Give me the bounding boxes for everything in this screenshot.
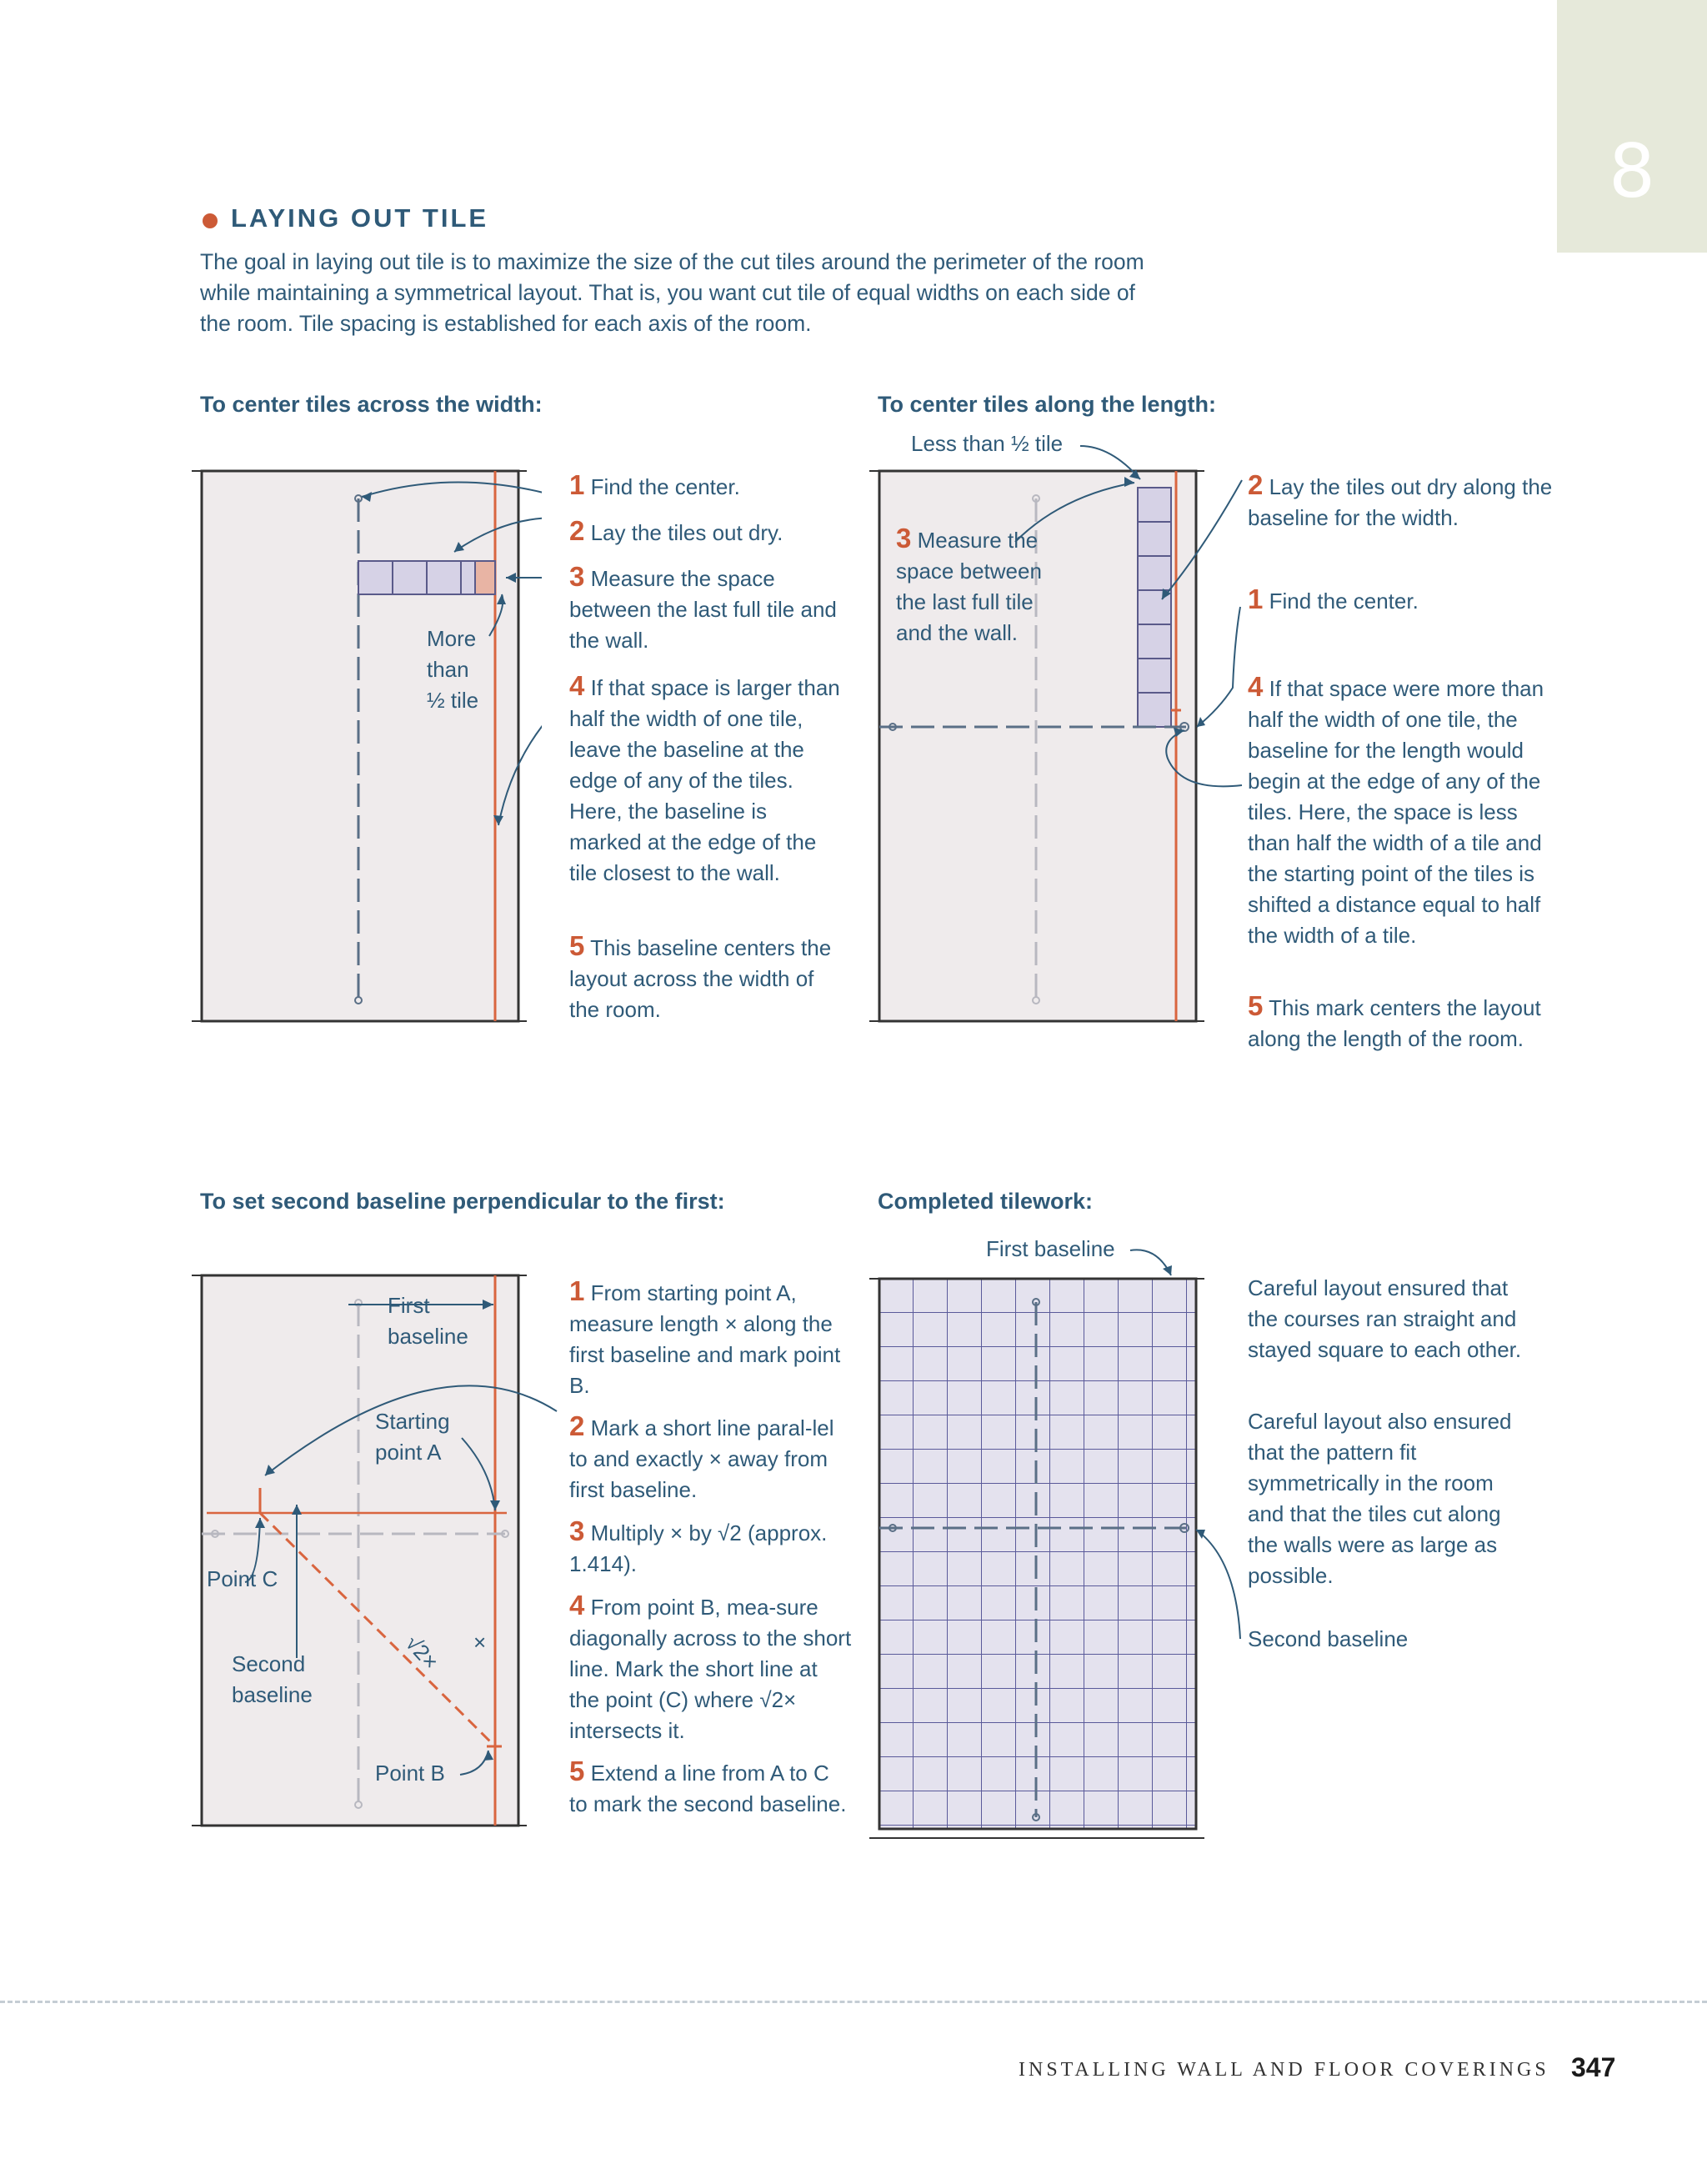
section-title: LAYING OUT TILE bbox=[231, 203, 489, 233]
label-more: More bbox=[427, 626, 477, 651]
panel1-step-1: 1 Find the center. bbox=[569, 469, 740, 500]
label-point-c: Point C bbox=[207, 1566, 278, 1591]
panel3-step-5: 5 Extend a line from A to C to mark the second baseline. bbox=[569, 1756, 847, 1816]
panel3-diagram bbox=[192, 1263, 567, 1838]
label-than: than bbox=[427, 657, 469, 682]
footer-divider bbox=[0, 2001, 1707, 2003]
panel1-step-5: 5 This baseline centers the layout across the width of the room. bbox=[569, 930, 832, 1022]
panel3-step-4: 4 From point B, mea-sure diagonally across to the short line. Mark the short line at the point (C) where √2× intersects it. bbox=[569, 1590, 852, 1743]
panel1-heading: To center tiles across the width: bbox=[200, 392, 543, 417]
label-second-baseline-4: Second baseline bbox=[1248, 1626, 1409, 1651]
label-x: × bbox=[473, 1630, 487, 1655]
label-root2x: √2× bbox=[400, 1630, 444, 1675]
panel1-step-2: 2 Lay the tiles out dry. bbox=[569, 515, 783, 546]
panel2-step-5: 5 This mark centers the layout along the length of the room. bbox=[1248, 990, 1541, 1051]
panel2-inner-step-3: 3 Measure the space between the last full tile and the wall. bbox=[896, 523, 1042, 645]
label-point-b: Point B bbox=[375, 1761, 445, 1786]
label-point-a: point A bbox=[375, 1440, 442, 1465]
panel1-diagram bbox=[192, 458, 542, 1034]
panel2-step-2: 2 Lay the tiles out dry along the baseline for the width. bbox=[1248, 469, 1553, 530]
label-starting: Starting bbox=[375, 1409, 450, 1434]
panel4-paragraph-2: Careful layout also ensured that the pattern fit symmetrically in the room and that the tiles cut along the walls were as large as possible. bbox=[1248, 1409, 1512, 1588]
intro-paragraph: The goal in laying out tile is to maximize the size of the cut tiles around the perimeter of the room while maintaining a symmetrical layout. That is, you want cut tile of equal widths on each side of the room. Tile spacing is established for each axis of the room. bbox=[200, 249, 1144, 336]
label-less-than-half: Less than ½ tile bbox=[911, 431, 1064, 456]
chapter-number: 8 bbox=[1609, 128, 1655, 214]
panel3-step-2: 2 Mark a short line paral-lel to and exactly × away from first baseline. bbox=[569, 1410, 834, 1502]
panel4-heading: Completed tilework: bbox=[878, 1189, 1094, 1214]
label-second-baseline: baseline bbox=[232, 1682, 313, 1707]
label-first-baseline: baseline bbox=[388, 1324, 468, 1349]
panel1-step-3: 3 Measure the space between the last full tile and the wall. bbox=[569, 561, 837, 653]
panel3-heading: To set second baseline perpendicular to the first: bbox=[200, 1189, 725, 1214]
panel3-step-3: 3 Multiply × by √2 (approx. 1.414). bbox=[569, 1515, 828, 1576]
label-first-baseline-4: First baseline bbox=[986, 1236, 1115, 1261]
running-head: INSTALLING WALL AND FLOOR COVERINGS bbox=[1019, 2059, 1549, 2081]
label-half-tile: ½ tile bbox=[427, 688, 479, 713]
section-bullet-icon bbox=[203, 213, 218, 228]
label-first: First bbox=[388, 1293, 430, 1318]
label-second: Second bbox=[232, 1651, 306, 1676]
panel4-diagram bbox=[869, 1242, 1253, 1859]
panel2-step-4: 4 If that space were more than half the width of one tile, the baseline for the length would begin at the edge of any of the tiles. Here, the space is less than half the width of a tile and the starting point of the tiles is shifted a distance equal to half the width of a tile. bbox=[1248, 671, 1544, 948]
panel2-step-1: 1 Find the center. bbox=[1248, 584, 1419, 614]
panel3-step-1: 1 From starting point A, measure length × along the first baseline and mark point B. bbox=[569, 1275, 841, 1398]
panel4-paragraph-1: Careful layout ensured that the courses ran straight and stayed square to each other. bbox=[1248, 1275, 1522, 1362]
page-number: 347 bbox=[1571, 2052, 1616, 2082]
panel1-step-4: 4 If that space is larger than half the width of one tile, leave the baseline at the edge of any of the tiles. Here, the baseline is marked at the edge of the tile closest to the wall. bbox=[569, 670, 840, 885]
chapter-tab bbox=[1557, 0, 1707, 253]
panel2-heading: To center tiles along the length: bbox=[878, 392, 1217, 417]
